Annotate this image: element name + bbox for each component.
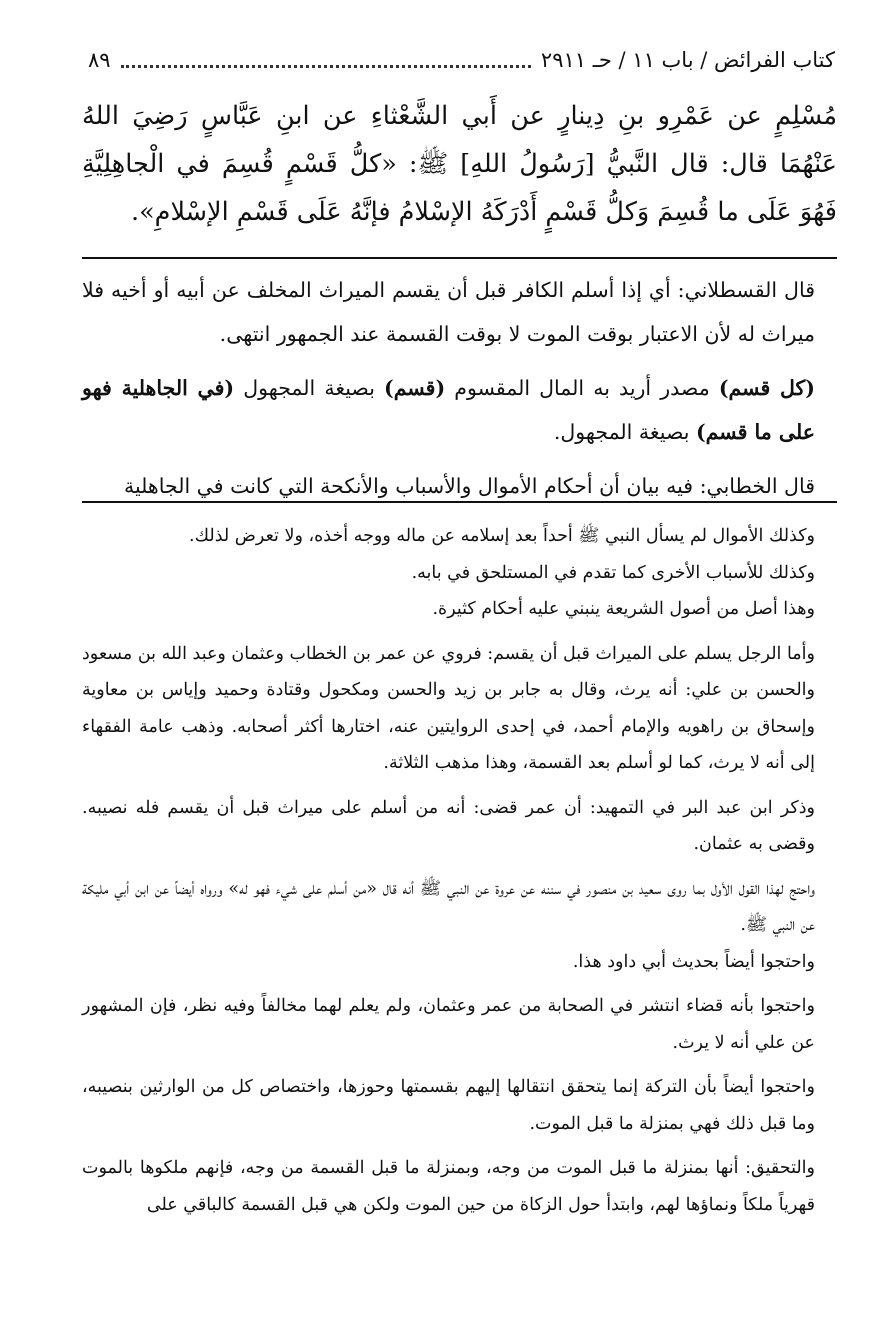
running-header — [88, 38, 835, 82]
footnote-paragraph: وكذلك الأموال لم يسأل النبي ﷺ أحداً بعد إسلامه عن ماله ووجه أخذه، ولا تعرض لذلك. — [189, 526, 815, 546]
footnote-paragraph: واحتجوا أيضاً بأن التركة إنما يتحقق انتقالها إليهم بقسمتها وحوزها، واختصاص كل من الوارثين بنصيبه، وما قبل ذلك فهي بمنزلة ما قبل الموت. — [82, 1077, 815, 1134]
footnote-paragraph: وأما الرجل يسلم على الميراث قبل أن يقسم: فروي عن عمر بن الخطاب وعثمان وعبد الله بن مسعود والحسن بن علي: أنه يرث، وقال به جابر بن زيد والحسن ومكحول وقتادة وحميد وإياس بن معاوية وإسحاق بن راهويه والإمام أحمد، في إحدى الروايتين عنه، اختارها أكثر أصحابه. وذهب عامة الفقهاء إلى أنه لا يرث، كما لو أسلم بعد القسمة، وهذا مذهب الثلاثة. — [82, 643, 815, 773]
commentary-word-explanation: (كل قسم) مصدر أريد به المال المقسوم (قسم) بصيغة المجهول (في الجاهلية فهو على ما قسم) بصيغة المجهول. — [82, 376, 815, 444]
footnote-paragraph: واحتجوا أيضاً بحديث أبي داود هذا. — [572, 951, 815, 972]
commentary-block — [82, 268, 837, 508]
footnote-paragraph: والتحقيق: أنها بمنزلة ما قبل الموت من وجه، وبمنزلة ما قبل القسمة من وجه، فإنهم ملكوها بالموت قهرياً ملكاً ونماؤها لهم، وابتدأ حول الزكاة من حين الموت ولكن هي قبل القسمة كالباقي على — [82, 1158, 815, 1215]
commentary-khattabi: قال الخطابي: فيه بيان أن أحكام الأموال والأسباب والأنكحة التي كانت في الجاهلية — [123, 474, 815, 498]
commentary-divider — [82, 501, 837, 503]
footnote-paragraph: واحتجوا بأنه قضاء انتشر في الصحابة من عمر وعثمان، ولم يعلم لهما مخالفاً وفيه نظر، فإن المشهور عن علي أنه لا يرث. — [82, 996, 815, 1053]
dotted-leader — [121, 65, 531, 68]
bold-term: (كل قسم) — [718, 376, 815, 400]
commentary-qastalani: قال القسطلاني: أي إذا أسلم الكافر قبل أن يقسم الميراث المخلف عن أبيه أو أخيه فلا ميراث له لأن الاعتبار بوقت الموت لا بوقت القسمة عند الجمهور انتهى. — [82, 278, 815, 346]
bold-term: (قسم) — [384, 376, 446, 400]
chapter-title: كتاب الفرائض / باب ١١ / حـ ٢٩١١ — [540, 48, 835, 72]
footnotes-block — [82, 518, 837, 1223]
footnote-paragraph: وذكر ابن عبد البر في التمهيد: أن عمر قضى: أنه من أسلم على ميراث قبل أن يقسم فله نصيبه. وقضى به عثمان. — [82, 797, 815, 854]
footnote-paragraph: واحتج لهذا القول الأول بما روى سعيد بن منصور في سننه عن عروة عن النبي ﷺ أنه قال «من أسلم على شيء فهو له» ورواه أيضاً عن ابن أبي مليكة عن النبي ﷺ. — [82, 878, 815, 935]
bold-term: (في الجاهلية فهو على ما قسم) — [82, 376, 815, 444]
hadith-text-block — [82, 92, 837, 236]
hadith-text: مُسْلِمٍ عن عَمْرِو بنِ دِينارٍ عن أَبي الشَّعْثاءِ عن ابنِ عَبَّاسٍ رَضِيَ اللهُ عَنْهُمَا قال: قال النَّبيُّ [رَسُولُ اللهِ] ﷺ: «كلُّ قَسْمٍ قُسِمَ في الْجاهِلِيَّةِ فَهُوَ عَلَى ما قُسِمَ وَكلُّ قَسْمٍ أَدْرَكَهُ الإسْلامُ فإنَّهُ عَلَى قَسْمِ الإسْلامِ». — [82, 101, 837, 227]
footnote-paragraph: وهذا أصل من أصول الشريعة ينبني عليه أحكام كثيرة. — [432, 599, 815, 619]
page-number: ٨٩ — [88, 48, 111, 72]
footnote-paragraph: وكذلك للأسباب الأخرى كما تقدم في المستلحق في بابه. — [411, 562, 815, 583]
hadith-divider — [82, 257, 837, 259]
